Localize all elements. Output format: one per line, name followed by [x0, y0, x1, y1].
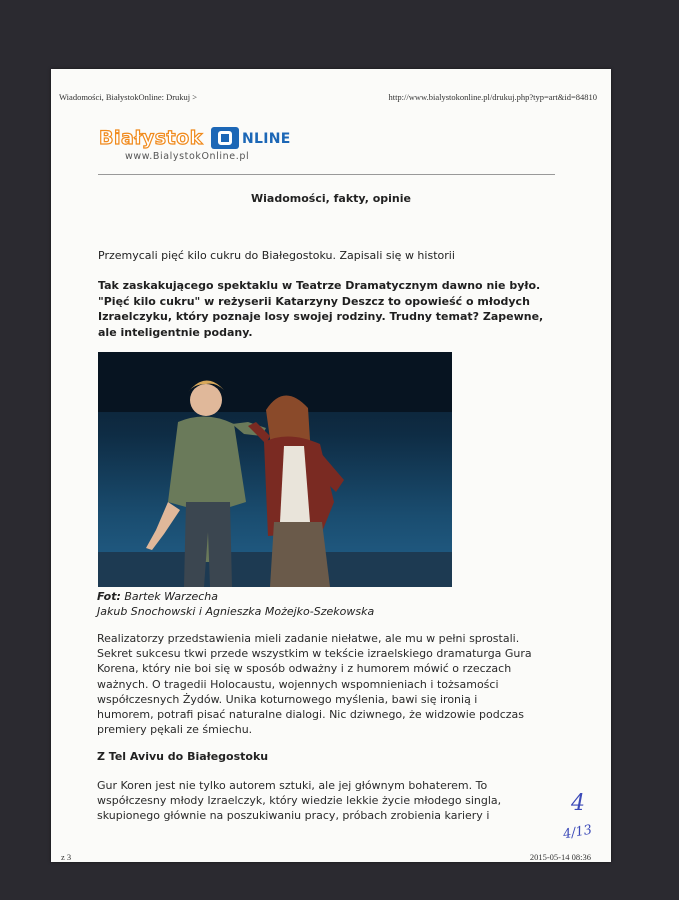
photo-credit-label: Fot: [97, 590, 121, 603]
photo-caption [97, 589, 374, 619]
article-photo [98, 352, 452, 587]
printed-page [51, 69, 611, 862]
section-title: Wiadomości, fakty, opinie [251, 192, 411, 205]
site-logo [99, 127, 299, 167]
article-paragraph-1 [97, 631, 567, 737]
article-lead: Tak zaskakującego spektaklu w Teatrze Dramatycznym dawno nie było. "Pięć kilo cukru" w reżyserii Katarzyny Deszcz to opowieść o młodych Izraelczyku, który poznaje losy swojej rodziny. Trudny temat? Zapewne, ale inteligentnie podany. [98, 279, 544, 339]
photo-credit [97, 589, 374, 604]
paragraph-line: humorem, potrafi pisać naturalne dialogi. Nic dziwnego, że widzowie podczas [97, 708, 525, 722]
print-header-title: Wiadomości, BiałystokOnline: Drukuj > [59, 92, 198, 102]
article-headline: Przemycali pięć kilo cukru do Białegostoku. Zapisali się w historii [98, 249, 455, 262]
stage-photo-illustration [98, 352, 452, 587]
paragraph-line: Gur Koren jest nie tylko autorem sztuki, ale jej głównym bohaterem. To [97, 779, 488, 792]
paragraph-line: współczesnych Żydów. Unika koturnowego myślenia, bawi się ironią i [97, 692, 478, 706]
handwritten-mark: 4/13 [561, 822, 594, 843]
paragraph-line: współczesny młody Izraelczyk, który wiedzie lekkie życie młodego singla, [97, 794, 502, 808]
handwritten-page-number: 4 [571, 791, 585, 816]
paragraph-line: Realizatorzy przedstawienia mieli zadanie niełatwe, ale mu w pełni sprostali. [97, 632, 520, 645]
article-subheading: Z Tel Avivu do Białegostoku [97, 750, 269, 763]
logo-o-icon [211, 127, 239, 149]
logo-url: www.BialystokOnline.pl [125, 151, 250, 162]
paragraph-line: premiery pękali ze śmiechu. [97, 723, 253, 737]
paragraph-line: Sekret sukcesu tkwi przede wszystkim w tekście izraelskiego dramaturga Gura [97, 647, 532, 661]
print-header-url: http://www.bialystokonline.pl/drukuj.php?typ=art&id=84810 [388, 92, 597, 102]
paragraph-line: skupionego głównie na poszukiwaniu pracy, próbach zrobienia kariery i [97, 809, 490, 823]
logo-online-text: NLINE [242, 131, 291, 147]
photo-people: Jakub Snochowski i Agnieszka Możejko-Szekowska [97, 605, 375, 618]
print-footer-page: z 3 [61, 852, 72, 862]
print-footer-timestamp: 2015-05-14 08:36 [529, 852, 591, 862]
article-paragraph-2 [97, 778, 567, 824]
header-divider [98, 174, 555, 175]
paragraph-line: Korena, który nie boi się w sposób odważny i z humorem mówić o rzeczach [97, 662, 512, 676]
logo-wordmark: Białystok [99, 127, 203, 149]
photo-credit-name: Bartek Warzecha [124, 590, 218, 603]
paragraph-line: ważnych. O tragedii Holocaustu, wojennych wspomnieniach i tożsamości [97, 677, 499, 691]
